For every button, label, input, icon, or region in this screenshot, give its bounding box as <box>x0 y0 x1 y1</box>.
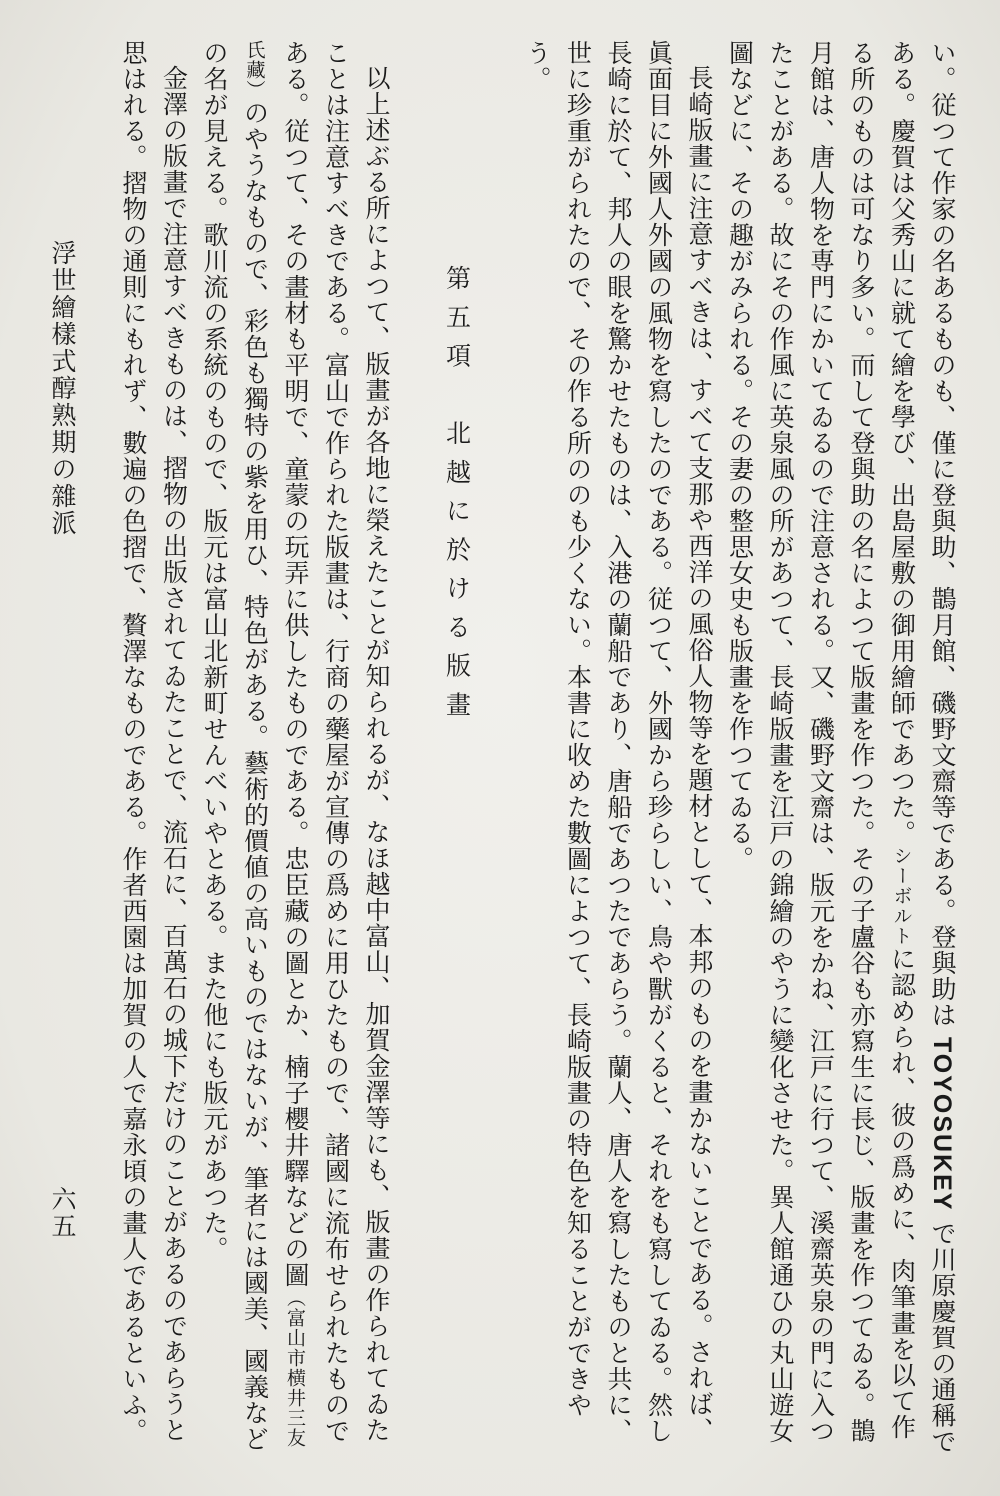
paragraph-1-part-b: で川原慶賀の通稱である。慶賀は父秀山に就て繪を學び、出島屋敷の御用繪師であつた。 <box>887 40 957 1455</box>
paragraph-1-part-a: い。従つて作家の名あるものも、僅に登與助、鵲月館、磯野文齋等である。登與助は <box>928 40 957 1028</box>
romanized-name: TOYOSUKEY <box>928 1036 956 1212</box>
paragraph-1-part-c: に認められ、彼の爲めに、肉筆畫を以て作る所のものは可なり多い。而して登與助の名によつて版畫を作つた。その子盧谷も亦寫生に長じ、版畫を作つてゐる。鵲月館は、唐人物を専門にかいてゐるので注意される。又、磯野文齋は、版元をかね、江戸に行つて、溪齋英泉の門に入つたことがある。故にその作風に英泉風の所があつて、長崎版畫を江戸の錦繪のやうに變化させた。異人館通ひの丸山遊女圖などに、その趣がみられる。その妻の整思女史も版畫を作つてゐる。 <box>725 40 917 1444</box>
paragraph-3-part-b: のやうなもので、彩色も獨特の紫を用ひ、特色がある。藝術的價値の高いものではないが、筆者には國美、國義などの名が見える。歌川流の系統のもので、版元は富山北新町せんべいやとある。また他にも版元があつた。 <box>200 40 270 1452</box>
running-head: 浮世繪樣式醇熟期の雜派 <box>48 240 77 537</box>
paragraph-2: 長崎版畫に注意すべきは、すべて支那や西洋の風俗人物等を題材として、本邦のものを畫かないことである。されば、眞面目に外國人外國の風物を寫したのである。従つて、外國から珍らしい、鳥や獸がくると、それをも寫してゐる。然し長崎に於て、邦人の眼を驚かせたものは、入港の蘭船であり、唐船であつたであらう。蘭人、唐人を寫したものと共に、世に珍重がられたので、その作る所ののも少くない。本書に收めた數圖によつて、長崎版畫の特色を知ることができやう。 <box>523 40 714 1444</box>
page-number: 六五 <box>48 1186 77 1240</box>
paragraph-1 <box>719 40 962 1460</box>
body-text <box>82 40 962 1460</box>
paragraph-3 <box>194 40 397 1460</box>
paragraph-4: 金澤の版畫で注意すべきものは、摺物の出版されてゐたことで、流石に、百萬石の城下だけのことがあるのであらうと思はれる。摺物の通則にもれず、數遍の色摺で、贅澤なものである。作者西園は加賀の人で嘉永頃の畫人であるといふ。 <box>119 40 189 1444</box>
collection-note: （富山市横井三友氏藏） <box>243 40 306 1448</box>
small-type-name: シーボルト <box>890 846 913 946</box>
paragraph-3-part-a: 以上述ぶる所によつて、版畫が各地に榮えたことが知られるが、なほ越中富山、加賀金澤等にも、版畫の作られてゐたことは注意すべきである。富山で作られた版畫は、行商の藥屋が宣傳の爲めに用ひたもので、諸國に流布せられたものである。従つて、その畫材も平明で、童蒙の玩弄に供したものである。忠臣藏の圖とか、楠子櫻井驛などの圖 <box>281 40 391 1444</box>
section-heading: 第五項 北越に於ける版畫 <box>442 265 472 730</box>
